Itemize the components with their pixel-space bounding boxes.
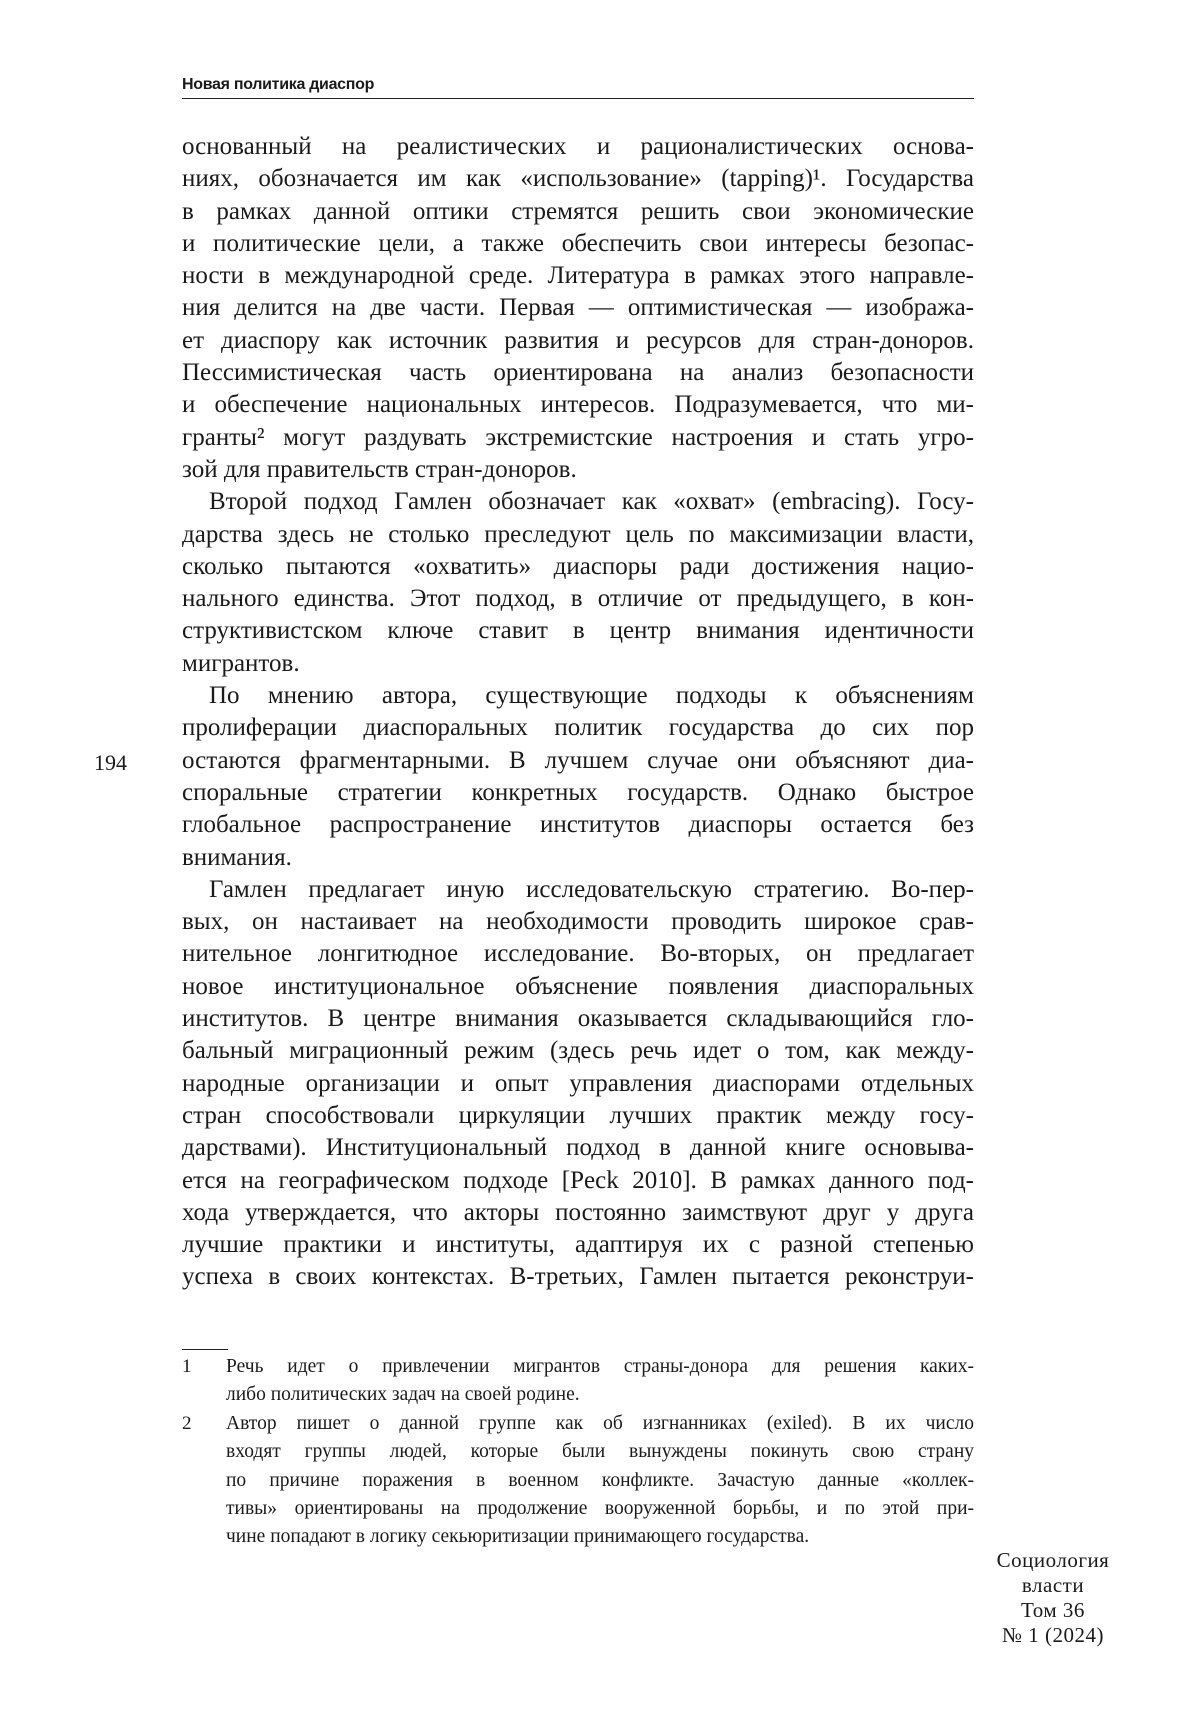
page-number: 194 <box>94 750 127 776</box>
text-line: хода утверждается, что акторы постоянно заимствуют друг у друга <box>182 1197 974 1229</box>
paragraph <box>182 680 974 874</box>
text-line: нительное лонгитюдное исследование. Во-вторых, он предлагает <box>182 938 974 970</box>
journal-volume: Том 36 <box>975 1598 1131 1623</box>
footnote-line: Речь идет о привлечении мигрантов страны-донора для решения каких- <box>226 1353 974 1381</box>
footnote <box>182 1410 974 1552</box>
text-line: гранты² могут раздувать экстремистские настроения и стать угро- <box>182 422 974 454</box>
body-text <box>182 131 974 1294</box>
text-line: Пессимистическая часть ориентирована на анализ безопасности <box>182 357 974 389</box>
text-line: ности в международной среде. Литература в рамках этого направле- <box>182 260 974 292</box>
footnote-line: чине попадают в логику секьюритизации принимающего государства. <box>226 1523 974 1551</box>
journal-title-line-2: власти <box>975 1573 1131 1598</box>
running-title: Новая политика диаспор <box>182 76 374 94</box>
text-line: успеха в своих контекстах. В-третьих, Гамлен пытается реконструи- <box>182 1261 974 1293</box>
text-line: внимания. <box>182 842 974 874</box>
text-line: ниях, обозначается им как «использование» (tapping)¹. Государства <box>182 163 974 195</box>
journal-title-line-1: Социология <box>975 1548 1131 1573</box>
header-rule <box>182 98 974 99</box>
text-line: Второй подход Гамлен обозначает как «охват» (embracing). Госу- <box>182 486 974 518</box>
text-line: основанный на реалистических и рационалистических основа- <box>182 131 974 163</box>
text-line: глобальное распространение институтов диаспоры остается без <box>182 809 974 841</box>
text-line: и обеспечение национальных интересов. Подразумевается, что ми- <box>182 389 974 421</box>
text-line: По мнению автора, существующие подходы к объяснениям <box>182 680 974 712</box>
text-line: вых, он настаивает на необходимости проводить широкое срав- <box>182 906 974 938</box>
text-line: дарствами). Институциональный подход в данной книге основыва- <box>182 1132 974 1164</box>
paragraph <box>182 131 974 486</box>
footnote-number: 2 <box>182 1410 226 1552</box>
text-line: в рамках данной оптики стремятся решить свои экономические <box>182 196 974 228</box>
footnotes <box>182 1353 974 1552</box>
text-line: лучшие практики и институты, адаптируя их с разной степенью <box>182 1229 974 1261</box>
text-line: новое институциональное объяснение появления диаспоральных <box>182 971 974 1003</box>
journal-issue: № 1 (2024) <box>975 1623 1131 1648</box>
text-line: остаются фрагментарными. В лучшем случае они объясняют диа- <box>182 745 974 777</box>
footnote-line: по причине поражения в военном конфликте. Зачастую данные «коллек- <box>226 1467 974 1495</box>
paragraph <box>182 874 974 1294</box>
text-line: дарства здесь не столько преследуют цель по максимизации власти, <box>182 519 974 551</box>
journal-info <box>975 1548 1131 1648</box>
text-line: нального единства. Этот подход, в отличие от предыдущего, в кон- <box>182 583 974 615</box>
text-line: споральные стратегии конкретных государств. Однако быстрое <box>182 777 974 809</box>
footnote <box>182 1353 974 1410</box>
text-line: ется на географическом подходе [Peck 2010]. В рамках данного под- <box>182 1165 974 1197</box>
text-line: институтов. В центре внимания оказывается складывающийся гло- <box>182 1003 974 1035</box>
footnote-number: 1 <box>182 1353 226 1410</box>
footnote-line: либо политических задач на своей родине. <box>226 1381 974 1409</box>
text-line: сколько пытаются «охватить» диаспоры ради достижения нацио- <box>182 551 974 583</box>
text-line: зой для правительств стран-доноров. <box>182 454 974 486</box>
footnote-line: входят группы людей, которые были вынуждены покинуть свою страну <box>226 1438 974 1466</box>
text-line: мигрантов. <box>182 648 974 680</box>
text-line: народные организации и опыт управления диаспорами отдельных <box>182 1068 974 1100</box>
text-line: ет диаспору как источник развития и ресурсов для стран-доноров. <box>182 325 974 357</box>
text-line: ния делится на две части. Первая — оптимистическая — изобража- <box>182 292 974 324</box>
text-line: стран способствовали циркуляции лучших практик между госу- <box>182 1100 974 1132</box>
text-line: бальный миграционный режим (здесь речь идет о том, как между- <box>182 1035 974 1067</box>
footnote-line: Автор пишет о данной группе как об изгнанниках (exiled). В их число <box>226 1410 974 1438</box>
footnote-line: тивы» ориентированы на продолжение вооруженной борьбы, и по этой при- <box>226 1495 974 1523</box>
text-line: структивистском ключе ставит в центр внимания идентичности <box>182 615 974 647</box>
text-line: пролиферации диаспоральных политик государства до сих пор <box>182 712 974 744</box>
paragraph <box>182 486 974 680</box>
text-line: Гамлен предлагает иную исследовательскую стратегию. Во-пер- <box>182 874 974 906</box>
text-line: и политические цели, а также обеспечить свои интересы безопас- <box>182 228 974 260</box>
footnote-rule <box>182 1349 228 1350</box>
